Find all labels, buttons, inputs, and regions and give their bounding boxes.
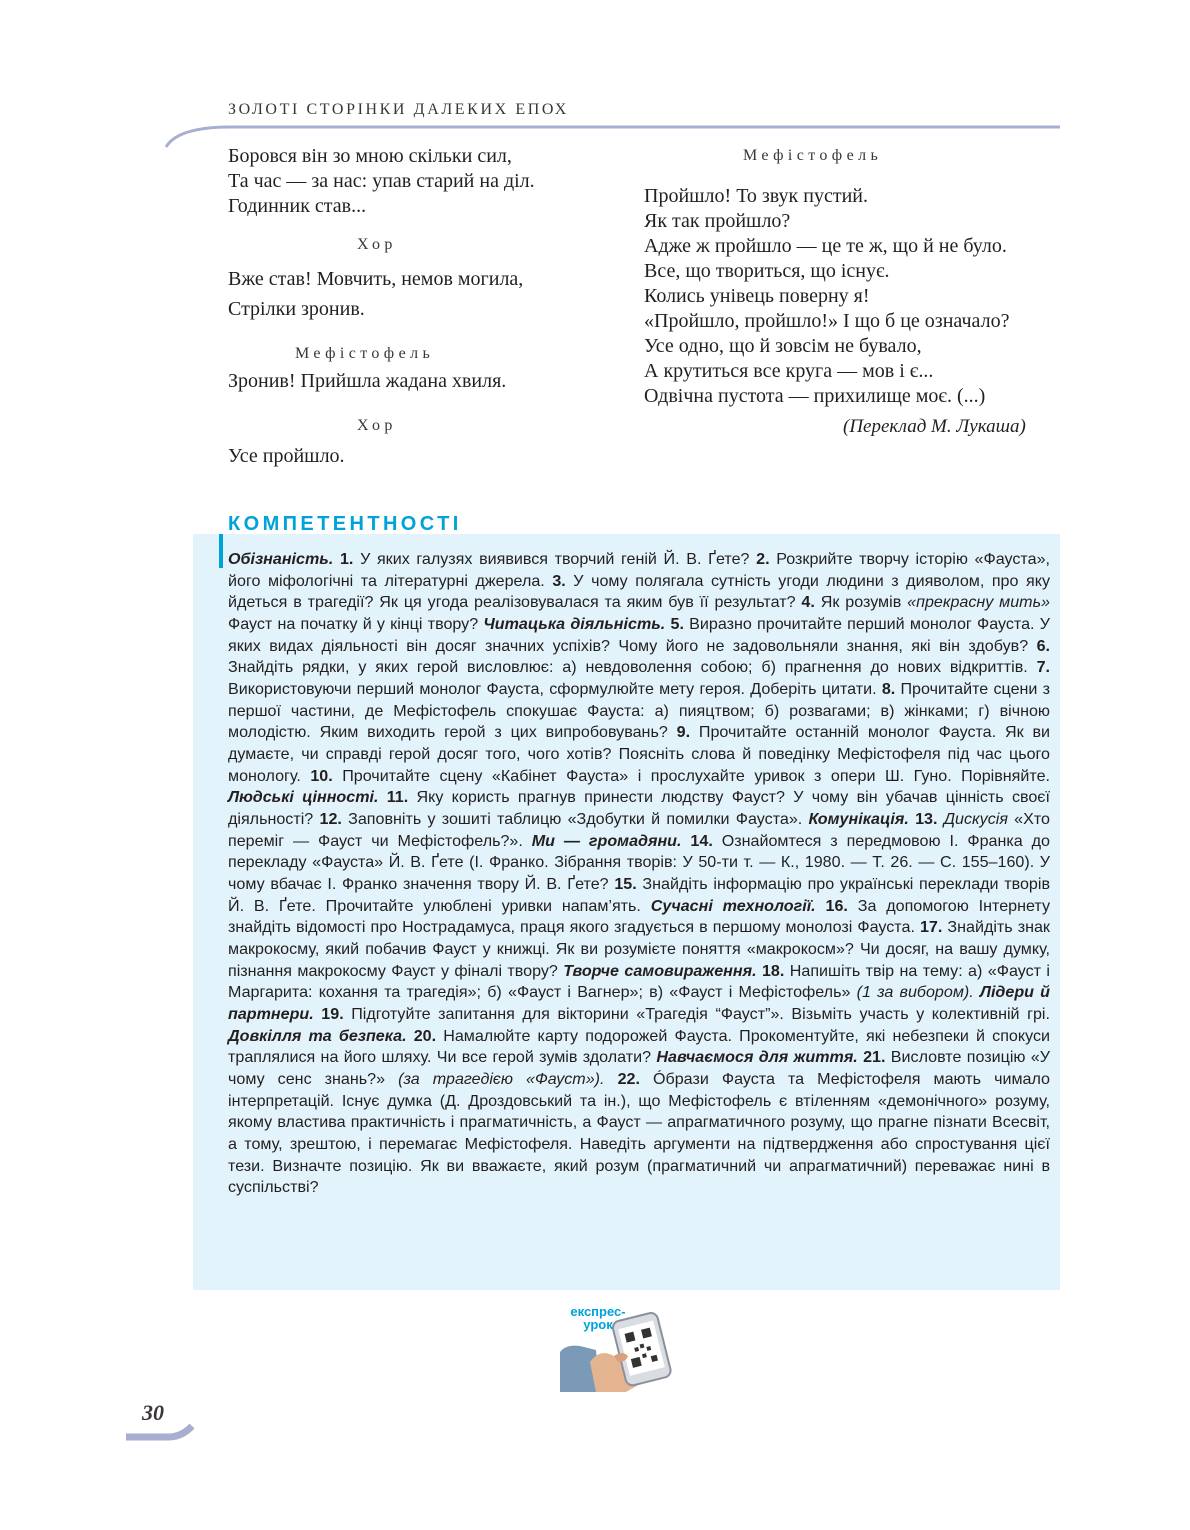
section-label: Читацька діяльність. <box>483 615 666 634</box>
section-label: Обізнаність. <box>228 550 334 568</box>
competencies-accent-bar <box>219 534 223 568</box>
task-number: 11. <box>386 788 409 807</box>
text-run: Óбрази Фауста та Мефістофеля мають чимало інтерпретацій. Існує думка (Д. Дроздовський та ін.), що Мефістофель є втіленням «демонічного» розуму, якому властива практичність і прагматичність, а Фауст — апрагматичного розуму, що прагне пізнати Всесвіт, а тому, зрештою, і перемагає Мефістофеля. Наведіть аргументи на підтвердження або спростування цієї тези. Визначте позицію. Як ви вважаєте, який розум (прагматичний чи апрагматичний) переважає нині в суспільстві? <box>228 1070 1050 1197</box>
text-run: Висловте позицію «У чому сенс знань?» <box>228 1048 1050 1089</box>
text-run: Прочитайте сцену «Кабінет Фауста» і прослухайте уривок з опери Ш. Гуно. Порівняйте. <box>332 766 1050 785</box>
text-run: Знайдіть інформацію про українські переклади творів Й. В. Ґете. Прочитайте улюблені уривки напам’ять. <box>228 875 1051 915</box>
task-number: 9. <box>676 723 691 742</box>
express-label-line: урок <box>583 1317 613 1332</box>
text-run: Яку користь прагнув принести людству Фауст? У чому він убачав цінність своєї діяльності? <box>228 788 1050 829</box>
task-number: 10. <box>310 766 333 785</box>
task-number: 4. <box>801 593 815 612</box>
text-run: Ознайомтеся з передмовою І. Франка до перекладу «Фауста» Й. В. Ґете (І. Франко. Зібрання творів: У 50-ти т. — К., 1980. — Т. 26. — С. 155–160). У чому вбачає І. Франко значення твору Й. В. Ґете? <box>228 831 1050 894</box>
text-run: Використовуючи перший монолог Фауста, сформулюйте мету героя. Доберіть цитати. <box>228 680 882 699</box>
poem-line: Зронив! Прийшла жадана хвиля. <box>228 370 507 392</box>
italic-run: (1 за вибором). <box>856 983 974 1002</box>
text-run: Прочитайте останній монолог Фауста. Як ви думаєте, чи справді герой досяг того, чого хотів? Поясніть слова й поведінку Мефістофеля під час цього монологу. <box>228 723 1050 785</box>
task-number: 22. <box>617 1070 640 1089</box>
section-label: Людські цінності. <box>228 788 379 807</box>
section-label: Комунікація. <box>808 810 909 829</box>
poem-line: Усе пройшло. <box>228 445 345 467</box>
task-number: 2. <box>756 550 770 568</box>
poem-line: Годинник став... <box>228 195 367 217</box>
text-run <box>333 550 340 568</box>
task-number: 12. <box>319 810 342 829</box>
text-run: Намалюйте карту подорожей Фауста. Прокоментуйте, які небезпеки й спокуси траплялися на його шляху. Чи все герой зумів здолати? <box>228 1026 1050 1067</box>
text-run: Заповніть у зошиті таблицю «Здобутки й помилки Фауста». <box>341 810 809 829</box>
task-number: 19. <box>321 1005 344 1024</box>
text-run: Фауст на початку й у кінці твору? <box>228 615 484 634</box>
competencies-text <box>228 549 1050 1199</box>
task-number: 8. <box>881 680 896 699</box>
express-label-line: експрес- <box>570 1304 626 1319</box>
text-run <box>378 788 386 806</box>
text-run <box>605 1070 618 1088</box>
task-number: 6. <box>1036 636 1050 655</box>
task-number: 13. <box>915 810 938 829</box>
competencies-title: КОМПЕТЕНТНОСТІ <box>228 513 462 535</box>
task-number: 1. <box>339 550 354 568</box>
task-number: 21. <box>863 1048 886 1067</box>
speaker-label: Хор <box>357 417 397 434</box>
section-label: Довкілля та безпека. <box>228 1026 407 1045</box>
poem-line: Як так пройшло? <box>644 210 791 232</box>
text-run: Напишіть твір на тему: а) «Фауст і Маргарита: кохання та трагедія»; б) «Фауст і Вагнер»; в) «Фауст і Мефістофель» <box>228 961 1050 1002</box>
speaker-label: Мефістофель <box>295 345 435 362</box>
task-number: 15. <box>614 875 637 894</box>
text-run: У яких галузях виявився творчий геній Й. В. Ґете? <box>353 550 757 568</box>
header-rule <box>0 0 1190 160</box>
text-run: За допомогою Інтернету знайдіть відомості про Нострадамуса, праця якого згадується в першому монолозі Фауста. <box>228 896 1050 937</box>
express-lesson-label <box>563 1305 633 1331</box>
text-run: У чому полягала сутність угоди людини з дияволом, про яку йдеться в трагедії? Як ця угода реалізовувалася та яким був її результат? <box>228 571 1050 612</box>
poem-line: Колись унівець поверну я! <box>644 285 870 307</box>
section-label: Сучасні технології. <box>650 896 816 915</box>
text-run: Підготуйте запитання для вікторини «Трагедія “Фауст”». Візьміть участь у колективній грі. <box>343 1005 1050 1024</box>
task-number: 16. <box>825 896 848 915</box>
italic-run: «прекрасну мить» <box>907 593 1050 612</box>
poem-line: Все, що твориться, що існує. <box>644 260 890 282</box>
task-number: 17. <box>919 918 943 937</box>
poem-line: «Пройшло, пройшло!» І що б це означало? <box>644 310 1010 332</box>
text-run: Знайдіть знак макрокосму, який побачив Фауст у книжці. Як ви розумієте поняття «макрокосм»? Чи досяг, на вашу думку, пізнання макрокосму Фауст у фіналі твору? <box>228 918 1050 980</box>
poem-line: Адже ж пройшло — це те ж, що й не було. <box>644 235 1007 257</box>
text-run: Знайдіть рядки, у яких герой висловлює: а) невдоволення собою; б) прагнення до нових відкриттів. <box>228 658 1037 677</box>
speaker-label: Хор <box>357 236 397 253</box>
text-run: Виразно прочитайте перший монолог Фауста. У яких видах діяльності він досяг значних успіхів? Чому його не задовольняли знання, які він здобув? <box>228 615 1050 655</box>
poem-line: Усе одно, що й зовсім не бувало, <box>644 335 922 357</box>
poem-line: Та час — за нас: упав старий на діл. <box>228 170 535 192</box>
text-run: Прочитайте сцени з першої частини, де Мефістофель спокушає Фауста: а) пияцтвом; б) розвагами; в) жінками; г) вічною молодістю. Яким виходить герой з цих випробовувань? <box>228 680 1051 742</box>
text-run <box>816 897 826 915</box>
task-number: 3. <box>552 571 566 590</box>
speaker-label: Мефістофель <box>743 147 883 164</box>
poem-line: А крутиться все круга — мов і є... <box>644 360 934 382</box>
italic-run: (за трагедією «Фауст»). <box>398 1070 605 1089</box>
task-number: 14. <box>690 831 713 850</box>
translation-attribution: (Переклад М. Лукаша) <box>843 416 1026 437</box>
task-number: 18. <box>761 961 785 980</box>
poem-line: Стрілки зронив. <box>228 298 365 320</box>
poem-line: Боровся він зо мною скільки сил, <box>228 145 512 167</box>
poem-line: Пройшло! То звук пустий. <box>644 185 869 207</box>
text-run <box>407 1027 414 1045</box>
running-head: ЗОЛОТІ СТОРІНКИ ДАЛЕКИХ ЕПОХ <box>228 101 569 118</box>
task-number: 7. <box>1036 658 1050 677</box>
task-number: 20. <box>413 1026 437 1045</box>
text-run: Розкрийте творчу історію «Фауста», його міфологічні та літературні джерела. <box>228 550 1050 590</box>
task-number: 5. <box>670 615 684 634</box>
section-label: Творче самовираження. <box>563 961 757 980</box>
poem-line: Одвічна пустота — прихилище моє. (...) <box>644 385 986 407</box>
text-run: «Хто переміг — Фауст чи Мефістофель?». <box>228 810 1050 850</box>
page-number: 30 <box>142 1400 164 1425</box>
section-label: Навчаємося для життя. <box>656 1048 858 1067</box>
section-label: Ми — громадяни. <box>531 831 682 850</box>
italic-run: Дискусія <box>943 810 1008 829</box>
text-run: Як розумів <box>814 593 908 612</box>
section-label: Лідери й партнери. <box>228 983 1051 1024</box>
poem-line: Вже став! Мовчить, немов могила, <box>228 268 524 290</box>
